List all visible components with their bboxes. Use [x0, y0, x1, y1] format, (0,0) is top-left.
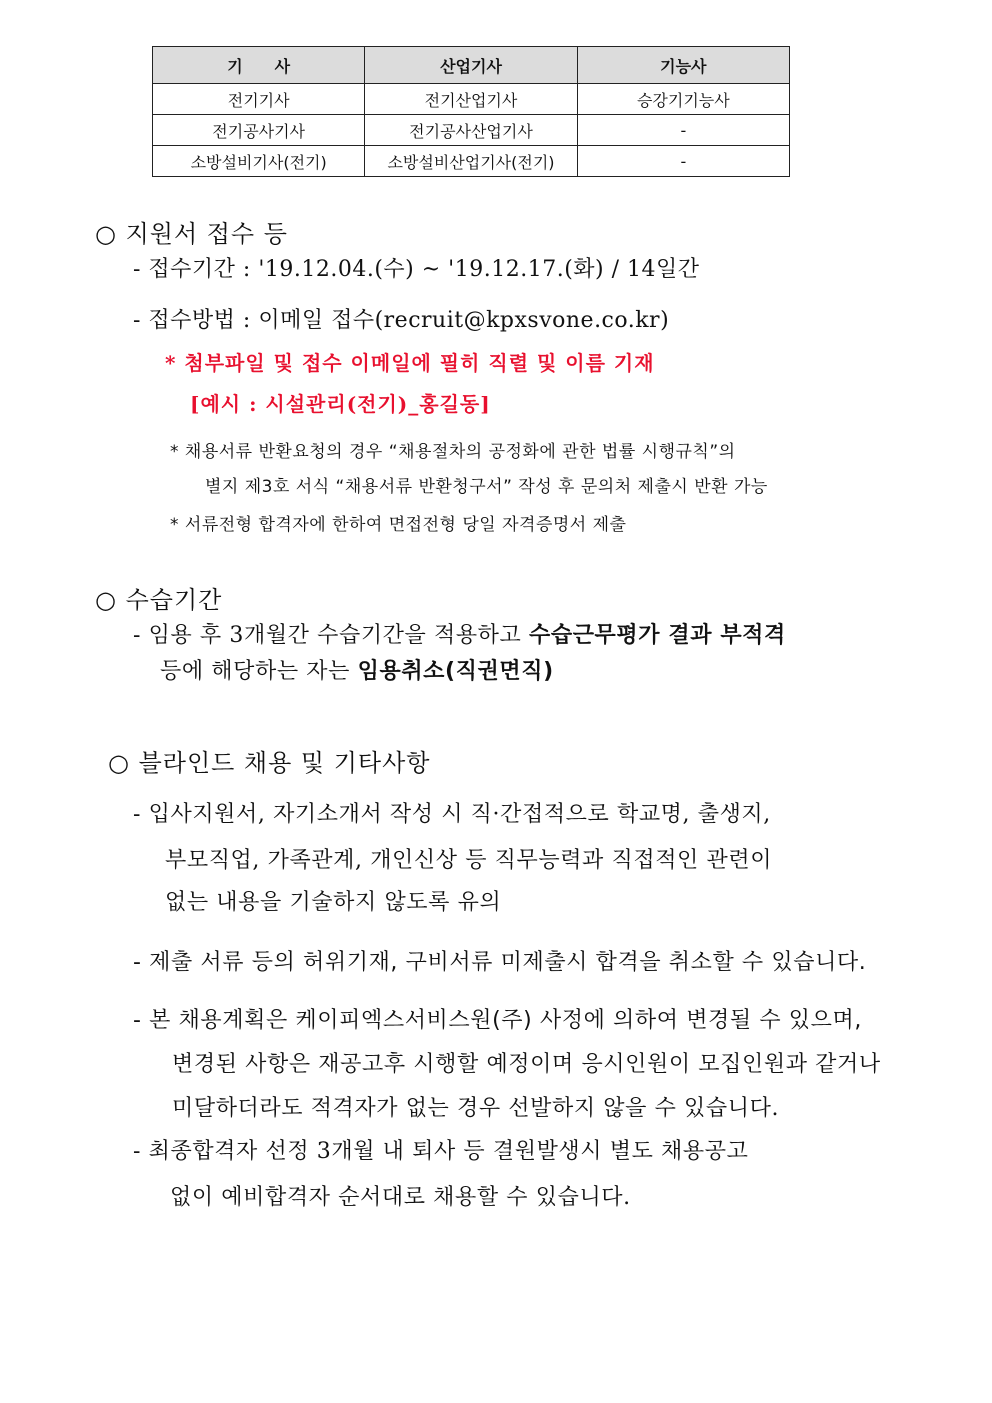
filename-example: [예시 : 시설관리(전기)_홍길동] — [190, 392, 491, 416]
table-header-row — [153, 47, 790, 84]
table-row — [153, 146, 790, 177]
blind-item-1: - 입사지원서, 자기소개서 작성 시 직·간접적으로 학교명, 출생지, — [133, 802, 771, 827]
blind-item-3-cont: 미달하더라도 적격자가 없는 경우 선발하지 않을 수 있습니다. — [172, 1096, 780, 1121]
return-request-note-cont: 별지 제3호 서식 “채용서류 반환청구서” 작성 후 문의처 제출시 반환 가능 — [205, 477, 768, 497]
certificate-submission-note: * 서류전형 합격자에 한하여 면접전형 당일 자격증명서 제출 — [170, 515, 627, 535]
table-cell: 전기산업기사 — [365, 84, 577, 115]
application-method: - 접수방법 : 이메일 접수(recruit@kpxsvone.co.kr) — [133, 308, 670, 333]
table-cell: 소방설비기사(전기) — [153, 146, 365, 177]
table-cell: 전기공사기사 — [153, 115, 365, 146]
blind-item-4: - 최종합격자 선정 3개월 내 퇴사 등 결원발생시 별도 채용공고 — [133, 1139, 749, 1164]
table-cell: 소방설비산업기사(전기) — [365, 146, 577, 177]
table-cell: 전기공사산업기사 — [365, 115, 577, 146]
probation-line-1 — [133, 618, 786, 649]
certificate-table — [152, 46, 790, 177]
probation-text: - 임용 후 3개월간 수습기간을 적용하고 — [133, 623, 529, 648]
table-cell: - — [577, 146, 789, 177]
application-period: - 접수기간 : '19.12.04.(수) ~ '19.12.17.(화) / 14일간 — [133, 257, 700, 282]
section-heading-application: ○ 지원서 접수 등 — [95, 220, 288, 248]
section-heading-probation: ○ 수습기간 — [95, 586, 223, 614]
table-cell: 전기기사 — [153, 84, 365, 115]
probation-text: 등에 해당하는 자는 — [160, 659, 358, 684]
blind-item-2: - 제출 서류 등의 허위기재, 구비서류 미제출시 합격을 취소할 수 있습니다. — [133, 950, 867, 975]
header-craftsman: 기능사 — [577, 47, 789, 84]
probation-line-2 — [160, 654, 554, 685]
blind-item-1-cont: 부모직업, 가족관계, 개인신상 등 직무능력과 직접적인 관련이 — [165, 848, 773, 873]
blind-item-3: - 본 채용계획은 케이피엑스서비스원(주) 사정에 의하여 변경될 수 있으며, — [133, 1008, 862, 1033]
probation-emphasis: 임용취소(직권면직) — [357, 659, 554, 684]
table-row — [153, 115, 790, 146]
attachment-warning: * 첨부파일 및 접수 이메일에 필히 직렬 및 이름 기재 — [165, 351, 655, 375]
header-industrial-engineer: 산업기사 — [365, 47, 577, 84]
table-row — [153, 84, 790, 115]
probation-emphasis: 수습근무평가 결과 부적격 — [528, 623, 786, 648]
section-heading-blind-hiring: ○ 블라인드 채용 및 기타사항 — [108, 749, 431, 777]
blind-item-4-cont: 없이 예비합격자 순서대로 채용할 수 있습니다. — [170, 1185, 631, 1210]
return-request-note: * 채용서류 반환요청의 경우 “채용절차의 공정화에 관한 법률 시행규칙”의 — [170, 442, 736, 462]
table-cell: - — [577, 115, 789, 146]
blind-item-3-cont: 변경된 사항은 재공고후 시행할 예정이며 응시인원이 모집인원과 같거나 — [172, 1052, 881, 1077]
table-cell: 승강기기능사 — [577, 84, 789, 115]
blind-item-1-cont: 없는 내용을 기술하지 않도록 유의 — [165, 890, 502, 915]
header-engineer: 기 사 — [153, 47, 365, 84]
